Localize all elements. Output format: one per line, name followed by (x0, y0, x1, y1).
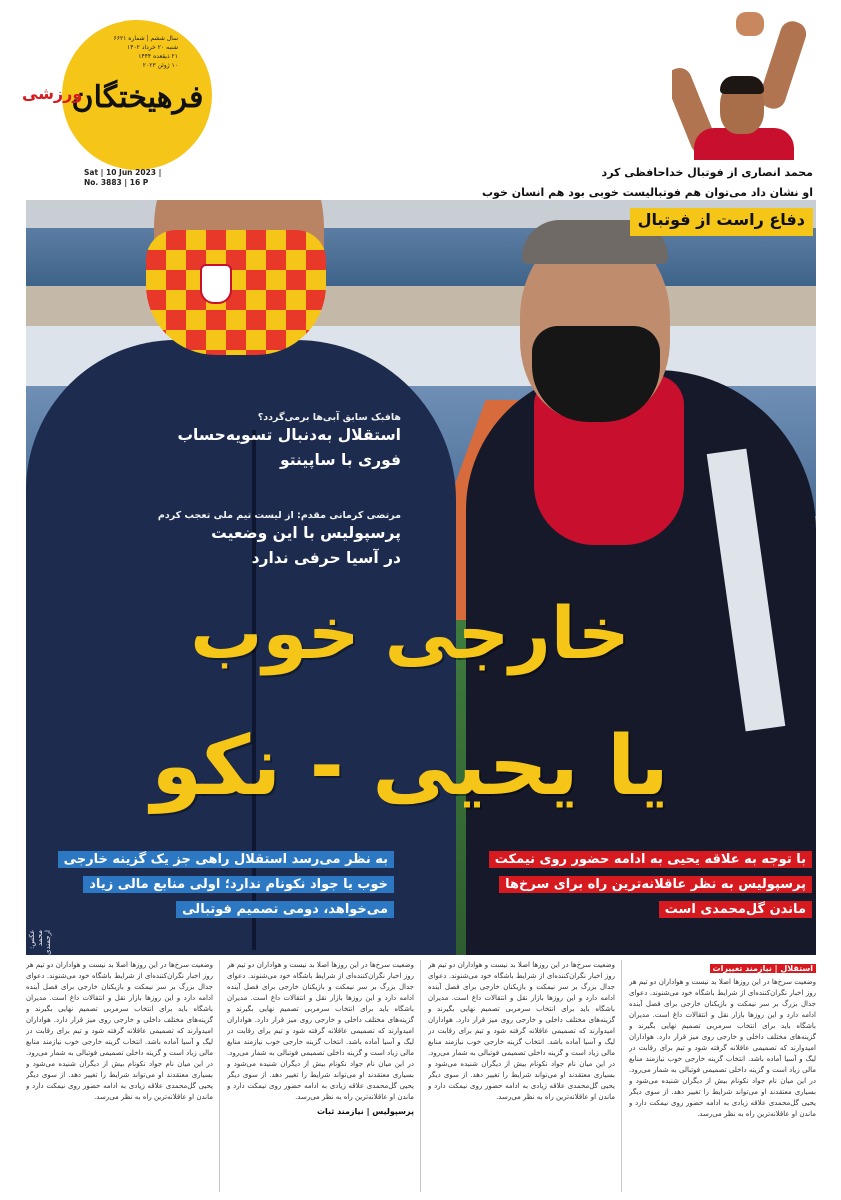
side-story-headline: پرسپولیس با این وضعیت (211, 524, 401, 542)
article-column-3 (227, 960, 414, 1192)
side-story-kicker: مرتضی کرمانی مقدم: از لیست تیم ملی تعجب کردم (157, 510, 401, 521)
teaser-kicker: محمد انصاری از فوتبال خداحافظی کرد (601, 166, 813, 179)
stadium-tier (26, 286, 816, 326)
side-story-headline: در آسیا حرفی ندارد (251, 549, 401, 567)
issue-info-line: شنبه ۲۰ خرداد ۱۴۰۲ (127, 44, 178, 51)
main-headline-line-1: خارجی خوب (190, 591, 630, 675)
cover-photo (26, 200, 816, 955)
teaser-subhead: او نشان داد می‌توان هم فوتبالیست خوبی بود هم انسان خوب (482, 186, 813, 199)
coach-right-black-mask (532, 326, 660, 422)
article-column-1 (629, 960, 816, 1192)
deck-line: خوب یا جواد نکونام ندارد؛ اولی منابع مالی زیاد (83, 876, 394, 893)
column-body: وضعیت سرخ‌ها در این روزها اصلا بد نیست و هواداران دو تیم هر روز اخبار نگران‌کننده‌ای از شرایط باشگاه خود می‌شنوند. دعوای جدال بزرگ بر سر نیمکت و بازیکنان خارجی برای فصل آینده ادامه دارد و این روزها بازار نقل و انتقالات داغ است. مدیران باشگاه باید برای انتخاب سرمربی تصمیم نهایی بگیرند و گزینه‌های مختلف داخلی و خارجی روی میز قرار دارد. هواداران امیدوارند که تصمیمی عاقلانه گرفته شود و تیم برای رقابت در لیگ و آسیا آماده باشد. انتخاب گزینه خارجی خوب نیازمند منابع مالی زیاد است و گزینه داخلی تصمیمی فوتبالی به شمار می‌رود. در این میان نام جواد نکونام بیش از دیگران شنیده می‌شود و بسیاری معتقدند او می‌تواند شرایط را تغییر دهد. از سوی دیگر یحیی گل‌محمدی علاقه زیادی به ادامه حضور روی نیمکت دارد و ماندن او عاقلانه‌ترین راه به نظر می‌رسد. (26, 961, 213, 1101)
column-divider (219, 960, 220, 1192)
issue-info-line: سال ششم | شماره ۶۶۲۱ (113, 35, 178, 42)
deck-line: ماندن گل‌محمدی است (659, 901, 812, 918)
photo-credit: عکس: محمد ارجمندی (28, 930, 52, 955)
deck-line: می‌خواهد، دومی تصمیم فوتبالی (176, 901, 394, 918)
deck-line: پرسپولیس به نظر عاقلانه‌ترین راه برای سرخ‌ها (499, 876, 812, 893)
stadium-upper-stand (26, 228, 816, 286)
side-story-headline: استقلال به‌دنبال تسویه‌حساب (177, 426, 401, 444)
article-columns (26, 960, 816, 1195)
side-story-kicker: هافبک سابق آبی‌ها برمی‌گردد؟ (257, 412, 401, 423)
column-body: وضعیت سرخ‌ها در این روزها اصلا بد نیست و هواداران دو تیم هر روز اخبار نگران‌کننده‌ای از شرایط باشگاه خود می‌شنوند. دعوای جدال بزرگ بر سر نیمکت و بازیکنان خارجی برای فصل آینده ادامه دارد و این روزها بازار نقل و انتقالات داغ است. مدیران باشگاه باید برای انتخاب سرمربی تصمیم نهایی بگیرند و گزینه‌های مختلف داخلی و خارجی روی میز قرار دارد. هواداران امیدوارند که تصمیمی عاقلانه گرفته شود و تیم برای رقابت در لیگ و آسیا آماده باشد. انتخاب گزینه خارجی خوب نیازمند منابع مالی زیاد است و گزینه داخلی تصمیمی فوتبالی به شمار می‌رود. در این میان نام جواد نکونام بیش از دیگران شنیده می‌شود و بسیاری معتقدند او می‌تواند شرایط را تغییر دهد. از سوی دیگر یحیی گل‌محمدی علاقه زیادی به ادامه حضور روی نیمکت دارد و ماندن او عاقلانه‌ترین راه به نظر می‌رسد. (227, 961, 414, 1101)
issue-info-line: ۲۱ ذیقعده ۱۴۴۴ (138, 53, 178, 60)
column-subhead: پرسپولیس | نیازمند ثبات (316, 1107, 414, 1116)
article-column-2 (428, 960, 615, 1192)
teaser-photo-hair (720, 76, 764, 94)
column-divider (621, 960, 622, 1192)
column-body: وضعیت سرخ‌ها در این روزها اصلا بد نیست و هواداران دو تیم هر روز اخبار نگران‌کننده‌ای از شرایط باشگاه خود می‌شنوند. دعوای جدال بزرگ بر سر نیمکت و بازیکنان خارجی برای فصل آینده ادامه دارد و این روزها بازار نقل و انتقالات داغ است. مدیران باشگاه باید برای انتخاب سرمربی تصمیم نهایی بگیرند و گزینه‌های مختلف داخلی و خارجی روی میز قرار دارد. هواداران امیدوارند که تصمیمی عاقلانه گرفته شود و تیم برای رقابت در لیگ و آسیا آماده باشد. انتخاب گزینه خارجی خوب نیازمند منابع مالی زیاد است و گزینه داخلی تصمیمی فوتبالی به شمار می‌رود. در این میان نام جواد نکونام بیش از دیگران شنیده می‌شود و بسیاری معتقدند او می‌تواند شرایط را تغییر دهد. از سوی دیگر یحیی گل‌محمدی علاقه زیادی به ادامه حضور روی نیمکت دارد و ماندن او عاقلانه‌ترین راه به نظر می‌رسد. (428, 961, 615, 1101)
column-body: وضعیت سرخ‌ها در این روزها اصلا بد نیست و هواداران دو تیم هر روز اخبار نگران‌کننده‌ای از شرایط باشگاه خود می‌شنوند. دعوای جدال بزرگ بر سر نیمکت و بازیکنان خارجی برای فصل آینده ادامه دارد و این روزها بازار نقل و انتقالات داغ است. مدیران باشگاه باید برای انتخاب سرمربی تصمیم نهایی بگیرند و گزینه‌های مختلف داخلی و خارجی روی میز قرار دارد. هواداران امیدوارند که تصمیمی عاقلانه گرفته شود و تیم برای رقابت در لیگ و آسیا آماده باشد. انتخاب گزینه خارجی خوب نیازمند منابع مالی زیاد است و گزینه داخلی تصمیمی فوتبالی به شمار می‌رود. در این میان نام جواد نکونام بیش از دیگران شنیده می‌شود و بسیاری معتقدند او می‌تواند شرایط را تغییر دهد. از سوی دیگر یحیی گل‌محمدی علاقه زیادی به ادامه حضور روی نیمکت دارد و ماندن او عاقلانه‌ترین راه به نظر می‌رسد. (629, 978, 816, 1118)
column-section-tag: استقلال | نیازمند تغییرات (710, 964, 816, 973)
article-column-4 (26, 960, 213, 1192)
main-headline-line-2: یا یحیی - نکو (151, 719, 669, 814)
coach-left-checkered-mask (146, 230, 326, 355)
deck-line: به نظر می‌رسد استقلال راهی جز یک گزینه خارجی (58, 851, 394, 868)
club-badge-icon (200, 264, 232, 304)
side-story-headline: فوری با ساپینتو (279, 451, 401, 469)
teaser-title: دفاع راست از فوتبال (630, 208, 813, 236)
issue-info-line: ۱۰ ژوئن ۲۰۲۳ (142, 62, 178, 69)
teaser-photo (672, 10, 812, 160)
issue-info (98, 34, 178, 70)
deck-esteghlal (34, 848, 394, 923)
issue-date: Sat | 10 Jun 2023 | (84, 168, 162, 177)
deck-persepolis (452, 848, 812, 923)
logo-subtitle: ورزشی (22, 84, 83, 103)
teaser-photo-arm (757, 18, 810, 112)
issue-dates (84, 168, 184, 188)
newspaper-logo: فرهیختگان (71, 80, 204, 115)
column-divider (420, 960, 421, 1192)
side-story-persepolis[interactable] (158, 510, 401, 571)
side-story-esteghlal[interactable] (177, 412, 401, 473)
deck-line: با توجه به علاقه یحیی به ادامه حضور روی نیمکت (489, 851, 812, 868)
issue-number: No. 3883 | 16 P (84, 178, 149, 187)
teaser-photo-hands (736, 12, 764, 36)
